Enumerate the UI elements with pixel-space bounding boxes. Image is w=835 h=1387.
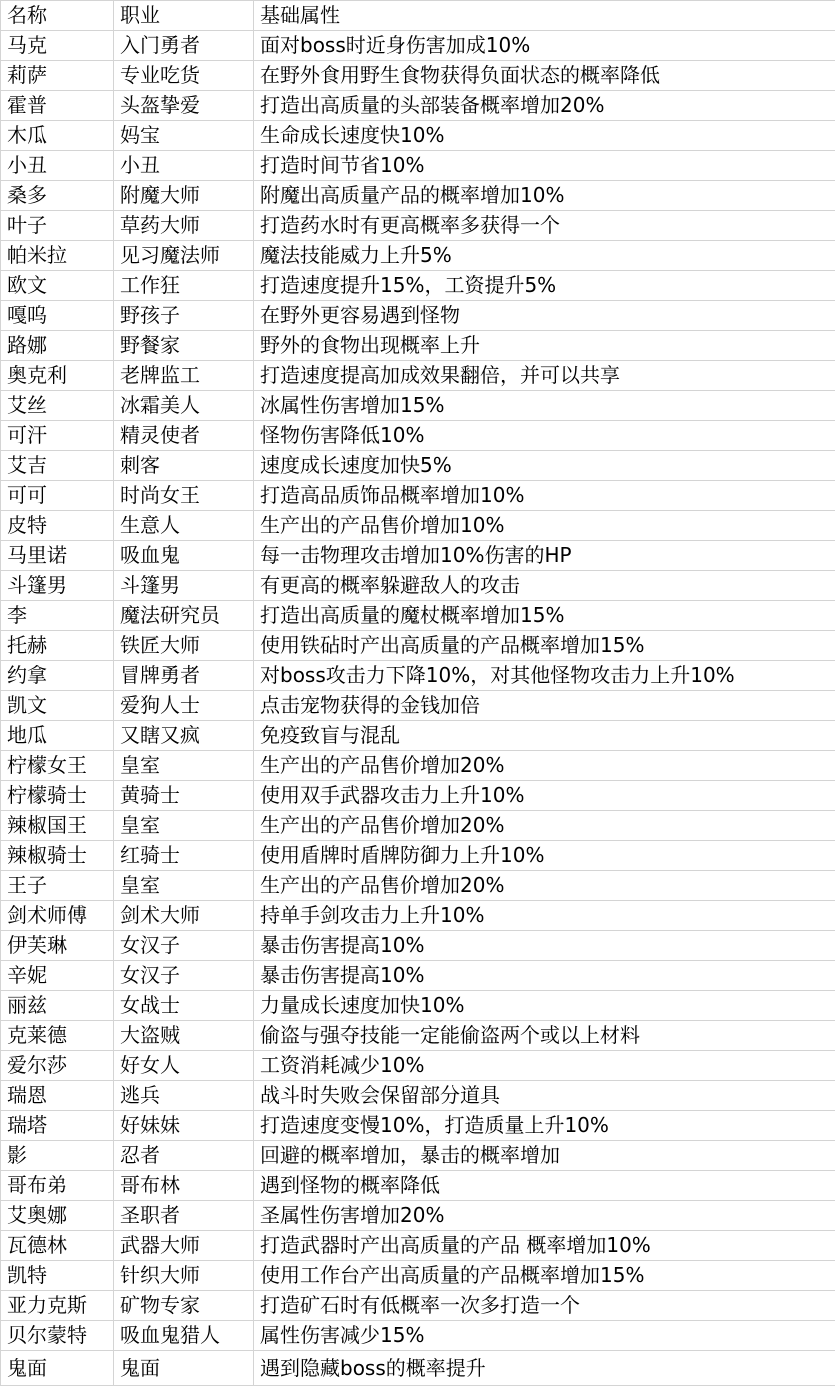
cell-attribute[interactable]: 持单手剑攻击力上升10% (254, 901, 835, 931)
cell-job[interactable]: 忍者 (114, 1141, 254, 1171)
cell-name[interactable]: 柠檬女王 (1, 751, 114, 781)
cell-name[interactable]: 亚力克斯 (1, 1291, 114, 1321)
cell-attribute[interactable]: 面对boss时近身伤害加成10% (254, 31, 835, 61)
cell-job[interactable]: 冒牌勇者 (114, 661, 254, 691)
cell-attribute[interactable]: 生命成长速度快10% (254, 121, 835, 151)
cell-attribute[interactable]: 野外的食物出现概率上升 (254, 331, 835, 361)
cell-name[interactable]: 小丑 (1, 151, 114, 181)
cell-job[interactable]: 斗篷男 (114, 571, 254, 601)
cell-job[interactable]: 女汉子 (114, 931, 254, 961)
cell-job[interactable]: 草药大师 (114, 211, 254, 241)
cell-attribute[interactable]: 怪物伤害降低10% (254, 421, 835, 451)
cell-job[interactable]: 头盔挚爱 (114, 91, 254, 121)
cell-job[interactable]: 入门勇者 (114, 31, 254, 61)
table-row (1, 811, 835, 841)
cell-name[interactable]: 哥布弟 (1, 1171, 114, 1201)
cell-attribute[interactable]: 打造速度提高加成效果翻倍，并可以共享 (254, 361, 835, 391)
cell-job[interactable]: 针织大师 (114, 1261, 254, 1291)
cell-name[interactable]: 鬼面 (1, 1351, 114, 1386)
table-row (1, 241, 835, 271)
cell-job[interactable]: 又瞎又疯 (114, 721, 254, 751)
cell-attribute[interactable]: 附魔出高质量产品的概率增加10% (254, 181, 835, 211)
cell-name[interactable]: 地瓜 (1, 721, 114, 751)
cell-name[interactable]: 托赫 (1, 631, 114, 661)
cell-job[interactable]: 时尚女王 (114, 481, 254, 511)
table-row (1, 61, 835, 91)
cell-name[interactable]: 斗篷男 (1, 571, 114, 601)
cell-name[interactable]: 皮特 (1, 511, 114, 541)
table-row (1, 841, 835, 871)
table-row (1, 721, 835, 751)
table-row (1, 31, 835, 61)
cell-attribute[interactable]: 偷盗与强夺技能一定能偷盗两个或以上材料 (254, 1021, 835, 1051)
table-row (1, 961, 835, 991)
cell-name[interactable]: 瑞塔 (1, 1111, 114, 1141)
cell-job[interactable]: 矿物专家 (114, 1291, 254, 1321)
table-row (1, 1171, 835, 1201)
table-row (1, 511, 835, 541)
table-row (1, 571, 835, 601)
cell-name[interactable]: 嘎呜 (1, 301, 114, 331)
cell-job[interactable]: 工作狂 (114, 271, 254, 301)
cell-name[interactable]: 辣椒国王 (1, 811, 114, 841)
cell-job[interactable]: 刺客 (114, 451, 254, 481)
cell-name[interactable]: 可汗 (1, 421, 114, 451)
cell-name[interactable]: 凯文 (1, 691, 114, 721)
cell-job[interactable]: 专业吃货 (114, 61, 254, 91)
cell-name[interactable]: 克莱德 (1, 1021, 114, 1051)
table-row (1, 331, 835, 361)
cell-job[interactable]: 好女人 (114, 1051, 254, 1081)
cell-job[interactable]: 女汉子 (114, 961, 254, 991)
table-row (1, 931, 835, 961)
table-row (1, 691, 835, 721)
cell-attribute[interactable]: 在野外更容易遇到怪物 (254, 301, 835, 331)
table-row (1, 901, 835, 931)
cell-attribute[interactable]: 打造速度变慢10%，打造质量上升10% (254, 1111, 835, 1141)
cell-job[interactable]: 大盗贼 (114, 1021, 254, 1051)
header-cell-name[interactable]: 名称 (1, 1, 114, 31)
cell-name[interactable]: 马克 (1, 31, 114, 61)
cell-job[interactable]: 鬼面 (114, 1351, 254, 1386)
cell-name[interactable]: 奥克利 (1, 361, 114, 391)
cell-job[interactable]: 吸血鬼 (114, 541, 254, 571)
header-row (1, 1, 835, 31)
table-row (1, 301, 835, 331)
cell-name[interactable]: 叶子 (1, 211, 114, 241)
cell-job[interactable]: 冰霜美人 (114, 391, 254, 421)
table-row (1, 421, 835, 451)
cell-job[interactable]: 好妹妹 (114, 1111, 254, 1141)
cell-name[interactable]: 爱尔莎 (1, 1051, 114, 1081)
cell-job[interactable]: 野孩子 (114, 301, 254, 331)
cell-attribute[interactable]: 回避的概率增加，暴击的概率增加 (254, 1141, 835, 1171)
table-row (1, 391, 835, 421)
table-row (1, 991, 835, 1021)
cell-attribute[interactable]: 打造矿石时有低概率一次多打造一个 (254, 1291, 835, 1321)
cell-attribute[interactable]: 使用铁砧时产出高质量的产品概率增加15% (254, 631, 835, 661)
table-row (1, 211, 835, 241)
cell-attribute[interactable]: 打造速度提升15%，工资提升5% (254, 271, 835, 301)
cell-job[interactable]: 爱狗人士 (114, 691, 254, 721)
table-row (1, 1261, 835, 1291)
table-row (1, 1321, 835, 1351)
cell-name[interactable]: 霍普 (1, 91, 114, 121)
cell-job[interactable]: 见习魔法师 (114, 241, 254, 271)
table-row (1, 1081, 835, 1111)
cell-name[interactable]: 欧文 (1, 271, 114, 301)
cell-attribute[interactable]: 在野外食用野生食物获得负面状态的概率降低 (254, 61, 835, 91)
cell-attribute[interactable]: 打造药水时有更高概率多获得一个 (254, 211, 835, 241)
cell-attribute[interactable]: 遇到隐藏boss的概率提升 (254, 1351, 835, 1386)
cell-job[interactable]: 皇室 (114, 871, 254, 901)
cell-attribute[interactable]: 打造高品质饰品概率增加10% (254, 481, 835, 511)
cell-name[interactable]: 柠檬骑士 (1, 781, 114, 811)
cell-name[interactable]: 瓦德林 (1, 1231, 114, 1261)
cell-job[interactable]: 野餐家 (114, 331, 254, 361)
cell-attribute[interactable]: 有更高的概率躲避敌人的攻击 (254, 571, 835, 601)
cell-job[interactable]: 武器大师 (114, 1231, 254, 1261)
cell-job[interactable]: 圣职者 (114, 1201, 254, 1231)
cell-attribute[interactable]: 每一击物理攻击增加10%伤害的HP (254, 541, 835, 571)
cell-attribute[interactable]: 打造时间节省10% (254, 151, 835, 181)
table-row (1, 751, 835, 781)
cell-job[interactable]: 皇室 (114, 751, 254, 781)
cell-name[interactable]: 莉萨 (1, 61, 114, 91)
cell-attribute[interactable]: 工资消耗减少10% (254, 1051, 835, 1081)
cell-attribute[interactable]: 战斗时失败会保留部分道具 (254, 1081, 835, 1111)
cell-attribute[interactable]: 使用盾牌时盾牌防御力上升10% (254, 841, 835, 871)
cell-name[interactable]: 艾吉 (1, 451, 114, 481)
cell-attribute[interactable]: 魔法技能威力上升5% (254, 241, 835, 271)
cell-name[interactable]: 贝尔蒙特 (1, 1321, 114, 1351)
cell-name[interactable]: 影 (1, 1141, 114, 1171)
cell-attribute[interactable]: 使用双手武器攻击力上升10% (254, 781, 835, 811)
cell-job[interactable]: 剑术大师 (114, 901, 254, 931)
header-cell-job[interactable]: 职业 (114, 1, 254, 31)
cell-job[interactable]: 魔法研究员 (114, 601, 254, 631)
cell-name[interactable]: 马里诺 (1, 541, 114, 571)
table-row (1, 781, 835, 811)
cell-attribute[interactable]: 免疫致盲与混乱 (254, 721, 835, 751)
cell-name[interactable]: 伊芙琳 (1, 931, 114, 961)
table-row (1, 181, 835, 211)
table-row (1, 1141, 835, 1171)
table-row (1, 1051, 835, 1081)
table-row (1, 91, 835, 121)
cell-name[interactable]: 丽兹 (1, 991, 114, 1021)
cell-attribute[interactable]: 打造出高质量的头部装备概率增加20% (254, 91, 835, 121)
cell-attribute[interactable]: 点击宠物获得的金钱加倍 (254, 691, 835, 721)
table-row (1, 1291, 835, 1321)
table-row (1, 661, 835, 691)
table-body (1, 31, 835, 1386)
cell-name[interactable]: 瑞恩 (1, 1081, 114, 1111)
table-row (1, 451, 835, 481)
cell-job[interactable]: 附魔大师 (114, 181, 254, 211)
cell-name[interactable]: 可可 (1, 481, 114, 511)
cell-job[interactable]: 铁匠大师 (114, 631, 254, 661)
table-row (1, 481, 835, 511)
table-row (1, 871, 835, 901)
cell-attribute[interactable]: 打造武器时产出高质量的产品 概率增加10% (254, 1231, 835, 1261)
cell-name[interactable]: 桑多 (1, 181, 114, 211)
table-row (1, 361, 835, 391)
cell-name[interactable]: 凯特 (1, 1261, 114, 1291)
cell-job[interactable]: 黄骑士 (114, 781, 254, 811)
cell-job[interactable]: 皇室 (114, 811, 254, 841)
cell-attribute[interactable]: 生产出的产品售价增加20% (254, 751, 835, 781)
cell-job[interactable]: 妈宝 (114, 121, 254, 151)
cell-attribute[interactable]: 圣属性伤害增加20% (254, 1201, 835, 1231)
cell-job[interactable]: 小丑 (114, 151, 254, 181)
table-row (1, 1351, 835, 1386)
cell-job[interactable]: 生意人 (114, 511, 254, 541)
cell-attribute[interactable]: 力量成长速度加快10% (254, 991, 835, 1021)
cell-job[interactable]: 哥布林 (114, 1171, 254, 1201)
table-row (1, 1201, 835, 1231)
cell-name[interactable]: 辛妮 (1, 961, 114, 991)
table-row (1, 541, 835, 571)
cell-attribute[interactable]: 暴击伤害提高10% (254, 961, 835, 991)
cell-attribute[interactable]: 打造出高质量的魔杖概率增加15% (254, 601, 835, 631)
cell-name[interactable]: 路娜 (1, 331, 114, 361)
table-row (1, 271, 835, 301)
cell-job[interactable]: 红骑士 (114, 841, 254, 871)
cell-name[interactable]: 王子 (1, 871, 114, 901)
cell-name[interactable]: 艾奥娜 (1, 1201, 114, 1231)
cell-job[interactable]: 老牌监工 (114, 361, 254, 391)
cell-attribute[interactable]: 冰属性伤害增加15% (254, 391, 835, 421)
cell-name[interactable]: 剑术师傅 (1, 901, 114, 931)
cell-attribute[interactable]: 速度成长速度加快5% (254, 451, 835, 481)
cell-attribute[interactable]: 生产出的产品售价增加10% (254, 511, 835, 541)
cell-name[interactable]: 帕米拉 (1, 241, 114, 271)
cell-attribute[interactable]: 暴击伤害提高10% (254, 931, 835, 961)
table-row (1, 1111, 835, 1141)
cell-attribute[interactable]: 生产出的产品售价增加20% (254, 811, 835, 841)
cell-job[interactable]: 精灵使者 (114, 421, 254, 451)
table-row (1, 151, 835, 181)
header-cell-attribute[interactable]: 基础属性 (254, 1, 835, 31)
cell-name[interactable]: 木瓜 (1, 121, 114, 151)
cell-name[interactable]: 艾丝 (1, 391, 114, 421)
cell-name[interactable]: 约拿 (1, 661, 114, 691)
cell-job[interactable]: 吸血鬼猎人 (114, 1321, 254, 1351)
table-row (1, 1021, 835, 1051)
cell-job[interactable]: 逃兵 (114, 1081, 254, 1111)
table-row (1, 121, 835, 151)
cell-attribute[interactable]: 生产出的产品售价增加20% (254, 871, 835, 901)
table-row (1, 631, 835, 661)
cell-attribute[interactable]: 对boss攻击力下降10%，对其他怪物攻击力上升10% (254, 661, 835, 691)
cell-job[interactable]: 女战士 (114, 991, 254, 1021)
table-row (1, 601, 835, 631)
cell-attribute[interactable]: 遇到怪物的概率降低 (254, 1171, 835, 1201)
cell-attribute[interactable]: 属性伤害减少15% (254, 1321, 835, 1351)
cell-name[interactable]: 辣椒骑士 (1, 841, 114, 871)
cell-attribute[interactable]: 使用工作台产出高质量的产品概率增加15% (254, 1261, 835, 1291)
table-row (1, 1231, 835, 1261)
cell-name[interactable]: 李 (1, 601, 114, 631)
